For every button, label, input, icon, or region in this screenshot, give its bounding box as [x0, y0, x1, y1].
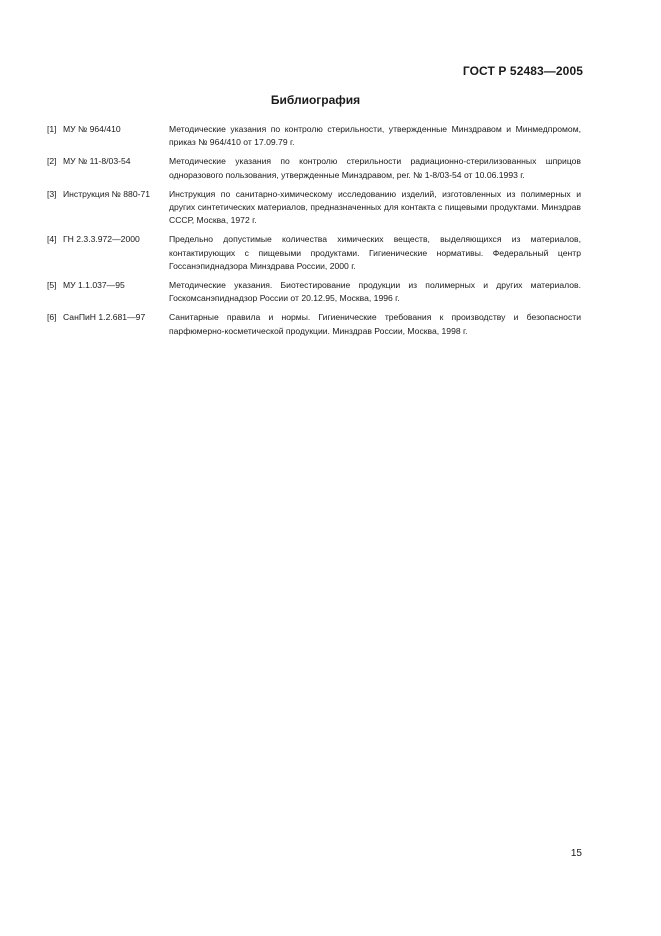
bibliography-entry [47, 123, 581, 149]
section-title-text: Библиография [270, 93, 361, 107]
entry-number: [2] [47, 156, 57, 167]
entry-number: [6] [47, 312, 57, 323]
entry-number: [4] [47, 234, 57, 245]
entry-text: Методические указания по контролю стерильности, утвержденные Минздравом и Минмедпромом, приказ № 964/410 от 17.09.79 г. [169, 124, 581, 148]
entry-reference: СанПиН 1.2.681—97 [63, 312, 146, 323]
bibliography-entry [47, 311, 581, 337]
entry-number: [3] [47, 188, 57, 199]
standard-code: ГОСТ Р 52483—2005 [462, 64, 583, 78]
entry-reference: МУ № 11-8/03-54 [63, 156, 131, 167]
bibliography-entry [47, 233, 581, 273]
entry-reference: МУ 1.1.037—95 [63, 280, 125, 291]
entry-number: [5] [47, 280, 57, 291]
bibliography-entry [47, 279, 581, 305]
page-number: 15 [570, 848, 582, 859]
entry-reference: МУ № 964/410 [63, 124, 121, 134]
section-title [0, 93, 661, 107]
entry-text: Методические указания. Биотестирование продукции из полимерных и других материалов. Госкомсанэпиднадзор России от 20.12.95, Москва, 1996 г. [169, 280, 581, 304]
entry-text: Методические указания по контролю стерильности радиационно-стерилизованных шприцов одноразового пользования, утвержденные Минздравом, рег. № 1-8/03-54 от 10.06.1993 г. [169, 156, 581, 180]
entry-reference: ГН 2.3.3.972—2000 [63, 234, 140, 245]
bibliography-entry [47, 188, 581, 228]
bibliography-list [47, 123, 581, 344]
entry-number: [1] [47, 124, 57, 134]
entry-reference: Инструкция № 880-71 [63, 188, 151, 199]
entry-text: Санитарные правила и нормы. Гигиенические требования к производству и безопасности парфюмерно-косметической продукции. Минздрав России, Москва, 1998 г. [169, 312, 581, 336]
bibliography-entry [47, 155, 581, 181]
entry-text: Инструкция по санитарно-химическому исследованию изделий, изготовленных из полимерных и других синтетических материалов, предназначенных для контакта с пищевыми продуктами. Минздрав СССР, Москва, 1972 г. [169, 188, 581, 226]
entry-text: Предельно допустимые количества химических веществ, выделяющихся из материалов, контактирующих с пищевыми продуктами. Гигиенические нормативы. Федеральный центр Госсанэпиднадзора Минздрава России, 2000 г. [169, 234, 581, 271]
